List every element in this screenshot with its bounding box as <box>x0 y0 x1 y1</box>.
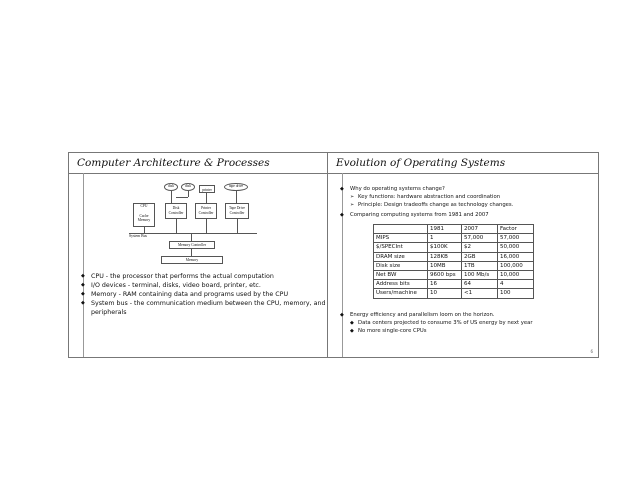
list-item: ◆ No more single-core CPUs <box>350 328 427 334</box>
comparison-table <box>373 224 534 299</box>
table-cell: 4 <box>498 280 534 289</box>
arrow-bullet-icon: ➢ <box>350 202 355 208</box>
disk-1: disk <box>164 183 178 191</box>
sub-list <box>350 319 595 335</box>
table-cell: 16 <box>428 280 462 289</box>
table-row <box>374 261 534 270</box>
bullet-icon: ◆ <box>81 300 85 306</box>
table-cell: $100K <box>428 243 462 252</box>
bullet-icon: ◆ <box>81 291 85 297</box>
slide-evolution-of-os <box>327 152 599 358</box>
bullet-list <box>81 272 331 317</box>
table-cell: 57,000 <box>498 234 534 243</box>
cache-label: Cache Memory <box>137 213 151 222</box>
table-cell: 9600 bps <box>428 270 462 279</box>
bullet-list-bottom <box>340 311 595 335</box>
table-cell: 100 <box>498 289 534 298</box>
table-cell: Factor <box>498 225 534 234</box>
table-cell: Address bits <box>374 280 428 289</box>
table-header-row <box>374 225 534 234</box>
list-item: ◆ I/O devices - terminal, disks, video board, printer, etc. <box>81 282 261 289</box>
bullet-icon: ◆ <box>340 312 344 318</box>
table-cell: DRAM size <box>374 252 428 261</box>
memory-box: Memory <box>161 256 223 264</box>
table-row <box>374 289 534 298</box>
table-cell: MIPS <box>374 234 428 243</box>
table-cell: 100 Mb/s <box>462 270 498 279</box>
memory-controller-box: Memory Controller <box>169 241 215 249</box>
slide-title: Evolution of Operating Systems <box>328 153 598 174</box>
table-cell: 57,000 <box>462 234 498 243</box>
disk-controller-box: Disk Controller <box>165 203 187 219</box>
list-item: ◆ System bus - the communication medium between the CPU, memory, and peripherals <box>81 300 326 316</box>
bullet-list-top <box>340 185 595 219</box>
list-item: ◆ Why do operating systems change? ➢ Key functions: hardware abstraction and coordination ➢ Principle: Design tradeoffs change as technology changes. <box>350 185 595 209</box>
table-cell: $/SPECInt <box>374 243 428 252</box>
table-cell: 64 <box>462 280 498 289</box>
table-cell: 1981 <box>428 225 462 234</box>
list-item: ◆ Energy efficiency and parallelism loom on the horizon. ◆ Data centers projected to consume 3% of US energy by next year ◆ No more single-core CPUs <box>350 311 595 335</box>
list-item: ➢ Principle: Design tradeoffs change as technology changes. <box>350 202 514 208</box>
table-cell: 100,000 <box>498 261 534 270</box>
printer-controller-box: Printer Controller <box>195 203 217 219</box>
table-cell: <1 <box>462 289 498 298</box>
table-row <box>374 234 534 243</box>
slide-computer-architecture <box>68 152 340 358</box>
table-row <box>374 280 534 289</box>
table-cell: 1 <box>428 234 462 243</box>
bullet-icon: ◆ <box>81 273 85 279</box>
arrow-bullet-icon: ➢ <box>350 194 355 200</box>
table-row <box>374 252 534 261</box>
bullet-icon: ◆ <box>350 328 354 334</box>
table-cell: Disk size <box>374 261 428 270</box>
architecture-diagram <box>129 183 289 273</box>
left-rule <box>83 173 84 357</box>
left-rule <box>342 173 343 357</box>
tape-controller-box: Tape Drive Controller <box>225 203 249 219</box>
table-cell: 128KB <box>428 252 462 261</box>
slide-title: Computer Architecture & Processes <box>69 153 339 174</box>
table-cell: 1TB <box>462 261 498 270</box>
table-row <box>374 270 534 279</box>
table-cell: 2007 <box>462 225 498 234</box>
table-cell: 2GB <box>462 252 498 261</box>
list-item: ◆ Memory - RAM containing data and programs used by the CPU <box>81 291 289 298</box>
printer-device: printer <box>199 185 215 193</box>
list-item: ➢ Key functions: hardware abstraction and coordination <box>350 194 501 200</box>
bullet-icon: ◆ <box>340 212 344 218</box>
table-cell: 10,000 <box>498 270 534 279</box>
cpu-label: CPU <box>140 204 148 208</box>
cpu-box <box>133 203 155 227</box>
tape-drive-device: tape drive <box>224 183 248 191</box>
system-bus-label: System Bus <box>129 234 148 238</box>
table-cell: Net BW <box>374 270 428 279</box>
sub-list <box>350 193 595 209</box>
table-cell <box>374 225 428 234</box>
page-number: 6 <box>590 349 593 354</box>
table-cell: $2 <box>462 243 498 252</box>
disk-2: disk <box>181 183 195 191</box>
bullet-icon: ◆ <box>81 282 85 288</box>
table-cell: 10MB <box>428 261 462 270</box>
table-cell: 16,000 <box>498 252 534 261</box>
bullet-icon: ◆ <box>350 320 354 326</box>
list-item: ◆ CPU - the processor that performs the actual computation <box>81 273 274 280</box>
table-cell: 10 <box>428 289 462 298</box>
list-item: ◆ Data centers projected to consume 3% of US energy by next year <box>350 320 533 326</box>
bullet-icon: ◆ <box>340 186 344 192</box>
table-row <box>374 243 534 252</box>
table-cell: 50,000 <box>498 243 534 252</box>
table-cell: Users/machine <box>374 289 428 298</box>
list-item: ◆ Comparing computing systems from 1981 and 2007 <box>340 212 489 218</box>
